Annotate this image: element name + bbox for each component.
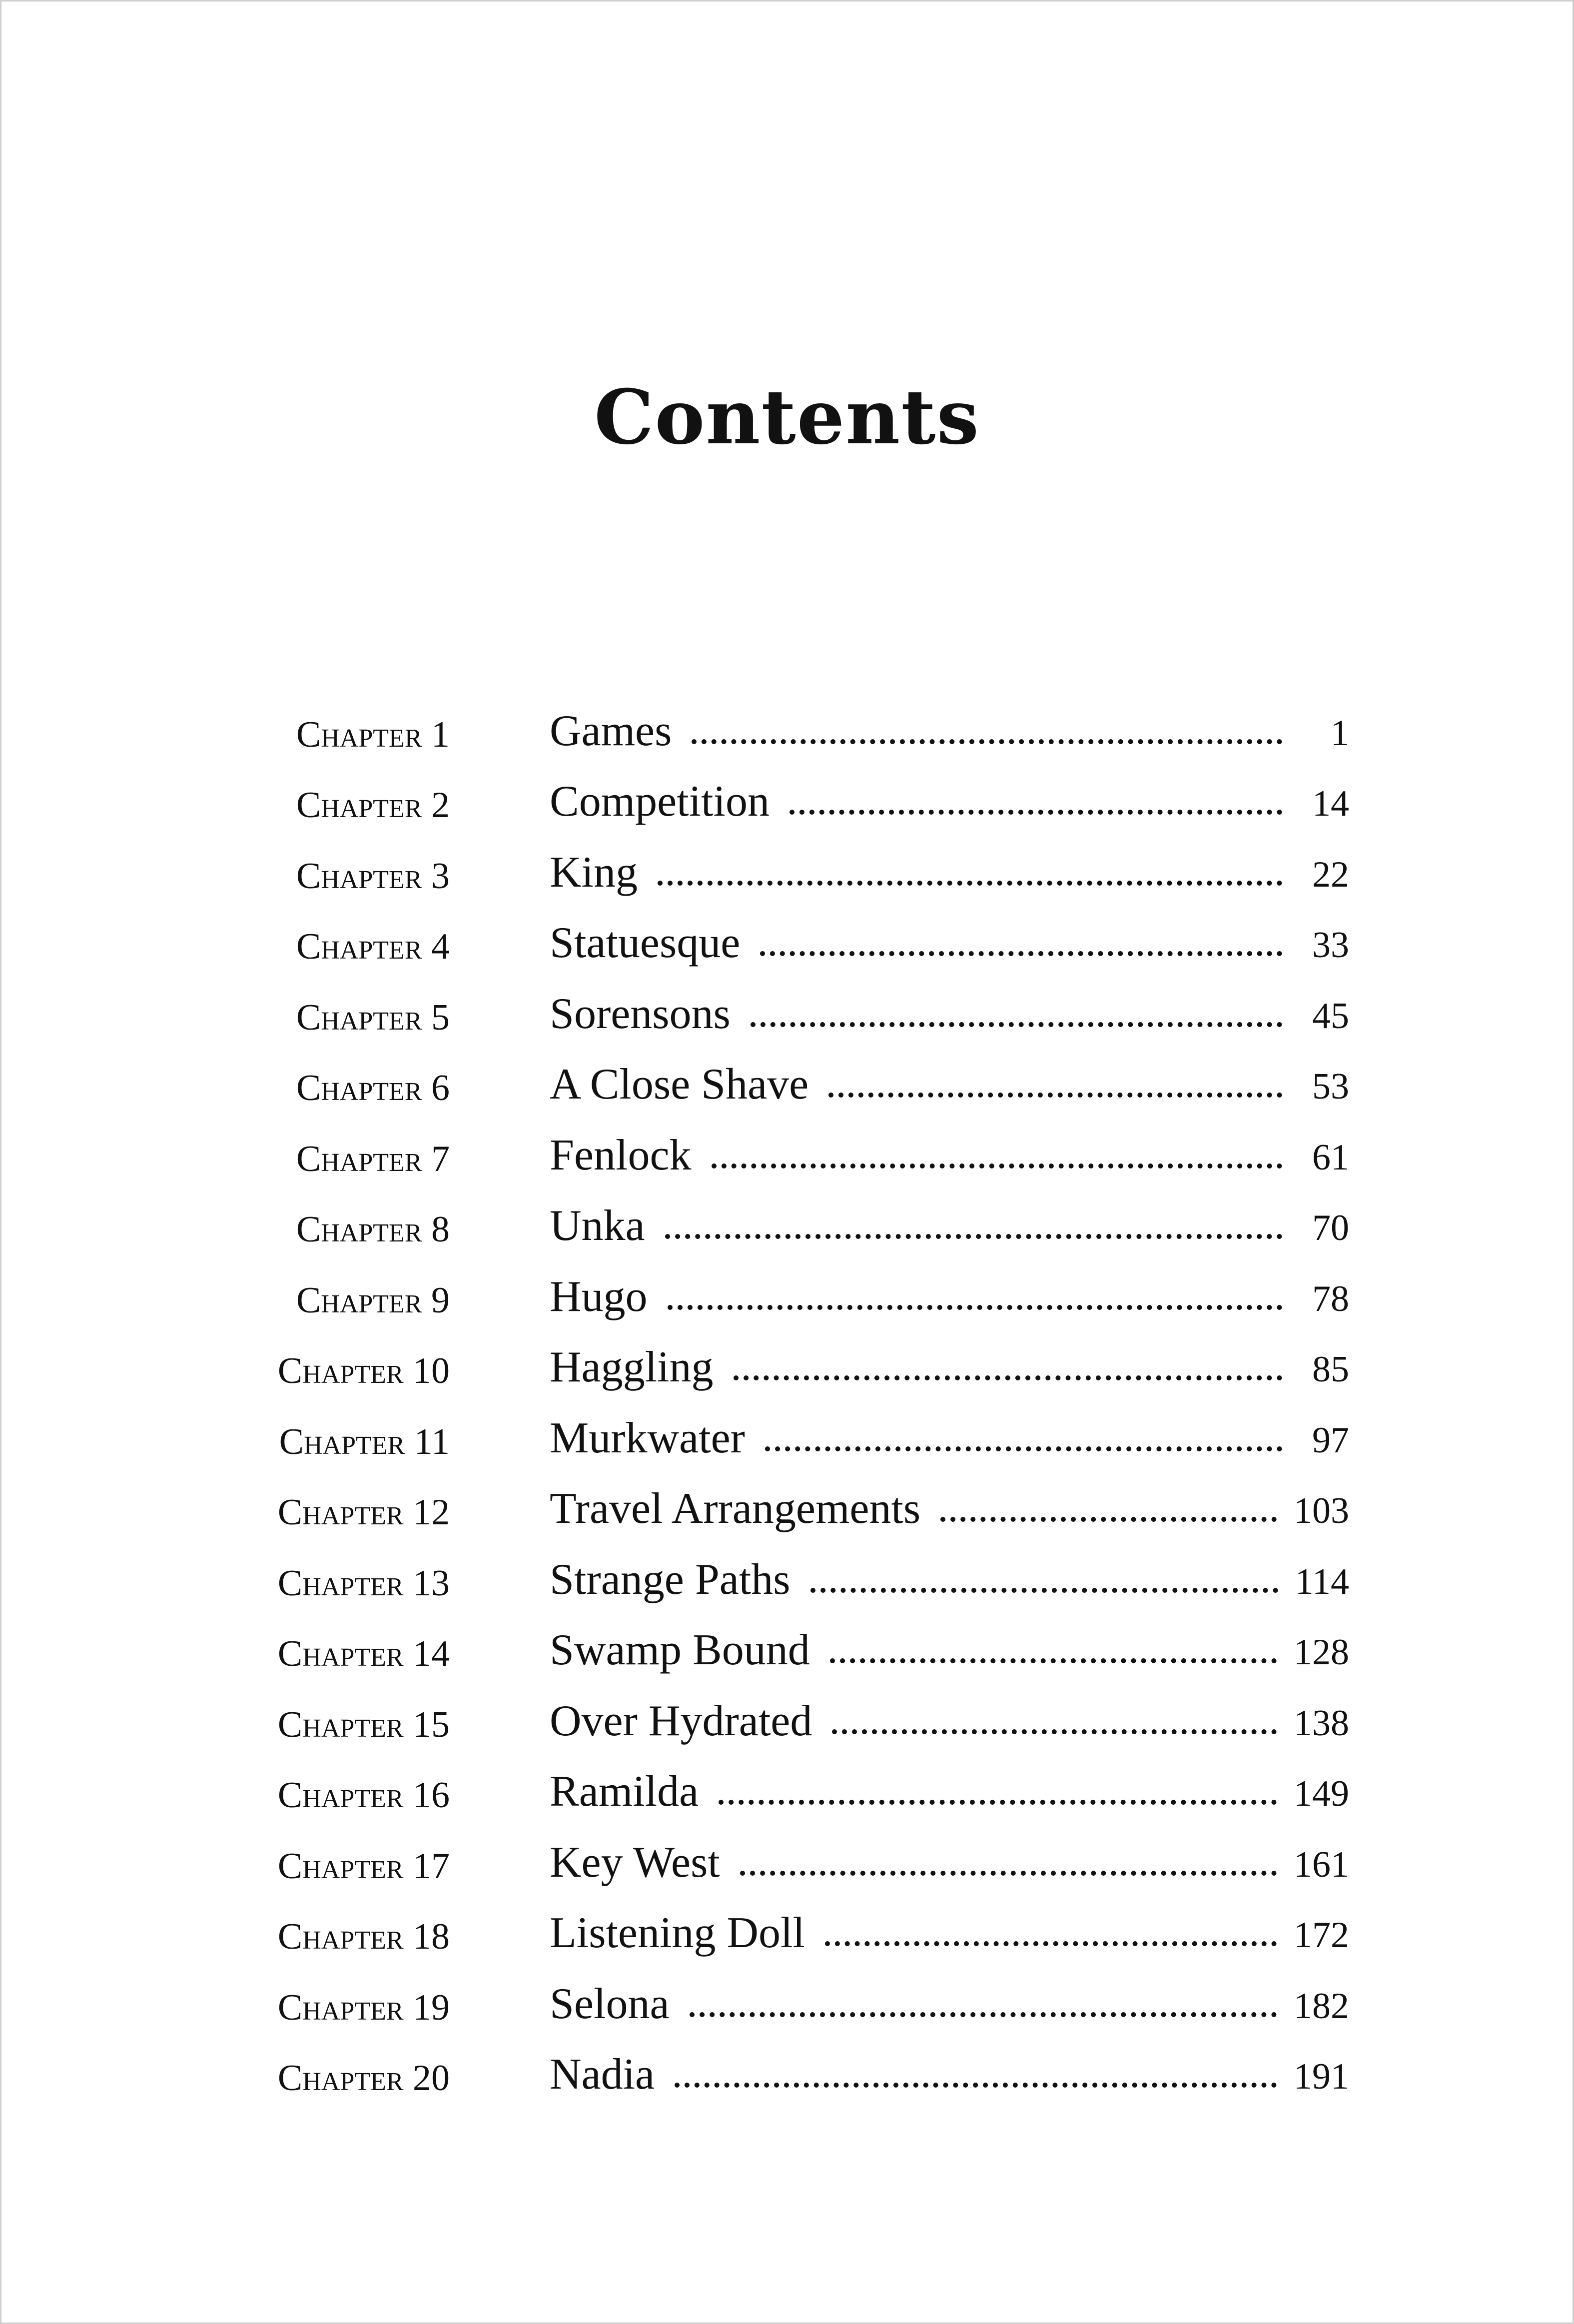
chapter-label: Chapter 4 <box>296 926 450 967</box>
toc-row <box>0 1546 1574 1617</box>
chapter-title: Sorensons <box>550 989 731 1038</box>
dot-leader <box>830 1658 1277 1663</box>
chapter-title: Haggling <box>550 1343 714 1391</box>
chapter-label: Chapter 12 <box>277 1492 450 1533</box>
chapter-title: King <box>550 848 638 897</box>
dot-leader <box>690 2012 1277 2017</box>
page-number: 172 <box>1294 1915 1349 1956</box>
dot-leader <box>734 1375 1282 1380</box>
dot-leader <box>825 1941 1277 1946</box>
dot-leader <box>668 1305 1282 1310</box>
page-number: 128 <box>1294 1632 1349 1673</box>
page-number: 161 <box>1294 1844 1349 1885</box>
chapter-label: Chapter 16 <box>277 1775 450 1816</box>
toc-row <box>0 1475 1574 1546</box>
toc-entry <box>550 706 1349 755</box>
dot-leader <box>692 739 1282 744</box>
toc-entry <box>550 1484 1349 1533</box>
toc-row <box>0 1900 1574 1971</box>
chapter-title: Over Hydrated <box>550 1696 812 1745</box>
chapter-label: Chapter 3 <box>296 855 450 897</box>
chapter-label: Chapter 8 <box>296 1209 450 1250</box>
toc-entry <box>550 1060 1349 1109</box>
dot-leader <box>760 951 1282 956</box>
page-number: 78 <box>1312 1278 1349 1319</box>
toc-row <box>0 839 1574 910</box>
toc-entry <box>550 1979 1349 2028</box>
toc-row <box>0 1334 1574 1405</box>
chapter-label: Chapter 6 <box>296 1068 450 1109</box>
page-number: 85 <box>1312 1349 1349 1390</box>
dot-leader <box>940 1517 1277 1522</box>
dot-leader <box>740 1871 1277 1876</box>
toc-entry <box>550 1696 1349 1745</box>
toc-entry <box>550 1555 1349 1604</box>
chapter-title: Competition <box>550 777 770 826</box>
toc-row <box>0 1404 1574 1475</box>
toc-entry <box>550 1911 1349 1955</box>
toc-row <box>0 1829 1574 1900</box>
toc-entry <box>550 1201 1349 1250</box>
chapter-title: Ramilda <box>550 1767 699 1816</box>
chapter-label: Chapter 13 <box>277 1562 450 1604</box>
dot-leader <box>810 1588 1278 1593</box>
dot-leader <box>765 1446 1282 1451</box>
toc-entry <box>550 1272 1349 1321</box>
chapter-title: Games <box>550 706 672 755</box>
page-number: 103 <box>1294 1490 1349 1531</box>
toc-entry <box>550 1413 1349 1462</box>
toc-row <box>0 1617 1574 1688</box>
chapter-label: Chapter 14 <box>277 1633 450 1674</box>
chapter-title: Key West <box>550 1838 720 1887</box>
chapter-title: Strange Paths <box>550 1555 790 1604</box>
page-title: Contents <box>594 373 980 461</box>
dot-leader <box>675 2083 1277 2088</box>
page-number: 53 <box>1312 1066 1349 1107</box>
chapter-label: Chapter 20 <box>277 2058 450 2099</box>
toc-entry <box>550 1131 1349 1179</box>
chapter-label: Chapter 11 <box>279 1421 450 1462</box>
page-number: 1 <box>1331 712 1349 754</box>
page-number: 182 <box>1294 1985 1349 2027</box>
table-of-contents <box>0 697 1574 2112</box>
toc-entry <box>550 1345 1349 1389</box>
dot-leader <box>751 1022 1282 1027</box>
chapter-label: Chapter 15 <box>277 1704 450 1745</box>
toc-row <box>0 768 1574 839</box>
toc-entry <box>550 921 1349 965</box>
toc-entry <box>550 1628 1349 1672</box>
toc-row <box>0 980 1574 1051</box>
chapter-label: Chapter 2 <box>296 785 450 826</box>
page-number: 61 <box>1312 1137 1349 1178</box>
toc-row <box>0 1051 1574 1122</box>
chapter-title: A Close Shave <box>550 1060 809 1109</box>
toc-entry <box>550 2050 1349 2099</box>
dot-leader <box>719 1800 1277 1805</box>
dot-leader <box>828 1093 1282 1098</box>
chapter-title: Statuesque <box>550 919 741 967</box>
toc-entry <box>550 777 1349 826</box>
chapter-title: Hugo <box>550 1272 648 1321</box>
toc-row <box>0 1192 1574 1263</box>
page-number: 191 <box>1294 2056 1349 2097</box>
toc-row <box>0 910 1574 981</box>
chapter-title: Murkwater <box>550 1413 745 1462</box>
toc-entry <box>550 1838 1349 1887</box>
toc-entry <box>550 1767 1349 1816</box>
toc-entry <box>550 989 1349 1038</box>
chapter-title: Nadia <box>550 2050 655 2099</box>
page-number: 22 <box>1312 854 1349 895</box>
toc-row <box>0 1687 1574 1758</box>
chapter-title: Unka <box>550 1201 645 1250</box>
page-number: 70 <box>1312 1207 1349 1248</box>
toc-row <box>0 1758 1574 1829</box>
chapter-label: Chapter 5 <box>296 997 450 1038</box>
page-number: 138 <box>1294 1702 1349 1744</box>
dot-leader <box>832 1729 1277 1734</box>
chapter-label: Chapter 9 <box>296 1279 450 1321</box>
dot-leader <box>658 881 1282 886</box>
chapter-label: Chapter 7 <box>296 1138 450 1179</box>
toc-row <box>0 1263 1574 1334</box>
page-number: 149 <box>1294 1773 1349 1814</box>
chapter-label: Chapter 18 <box>277 1916 450 1957</box>
chapter-title: Fenlock <box>550 1131 692 1179</box>
chapter-title: Selona <box>550 1979 670 2028</box>
page-number: 97 <box>1312 1419 1349 1461</box>
chapter-label: Chapter 17 <box>277 1845 450 1887</box>
chapter-label: Chapter 1 <box>296 714 450 755</box>
chapter-title: Travel Arrangements <box>550 1484 921 1533</box>
page-number: 45 <box>1312 995 1349 1037</box>
toc-entry <box>550 848 1349 897</box>
toc-row <box>0 1122 1574 1192</box>
dot-leader <box>789 810 1282 815</box>
page-number: 33 <box>1312 925 1349 966</box>
dot-leader <box>665 1234 1282 1239</box>
page-number: 114 <box>1295 1561 1349 1602</box>
chapter-title: Listening Doll <box>550 1909 805 1957</box>
toc-row <box>0 2041 1574 2112</box>
chapter-label: Chapter 19 <box>277 1987 450 2028</box>
toc-row <box>0 697 1574 768</box>
chapter-label: Chapter 10 <box>277 1350 450 1391</box>
dot-leader <box>712 1163 1282 1168</box>
chapter-title: Swamp Bound <box>550 1626 810 1674</box>
toc-row <box>0 1970 1574 2041</box>
page-number: 14 <box>1312 783 1349 824</box>
